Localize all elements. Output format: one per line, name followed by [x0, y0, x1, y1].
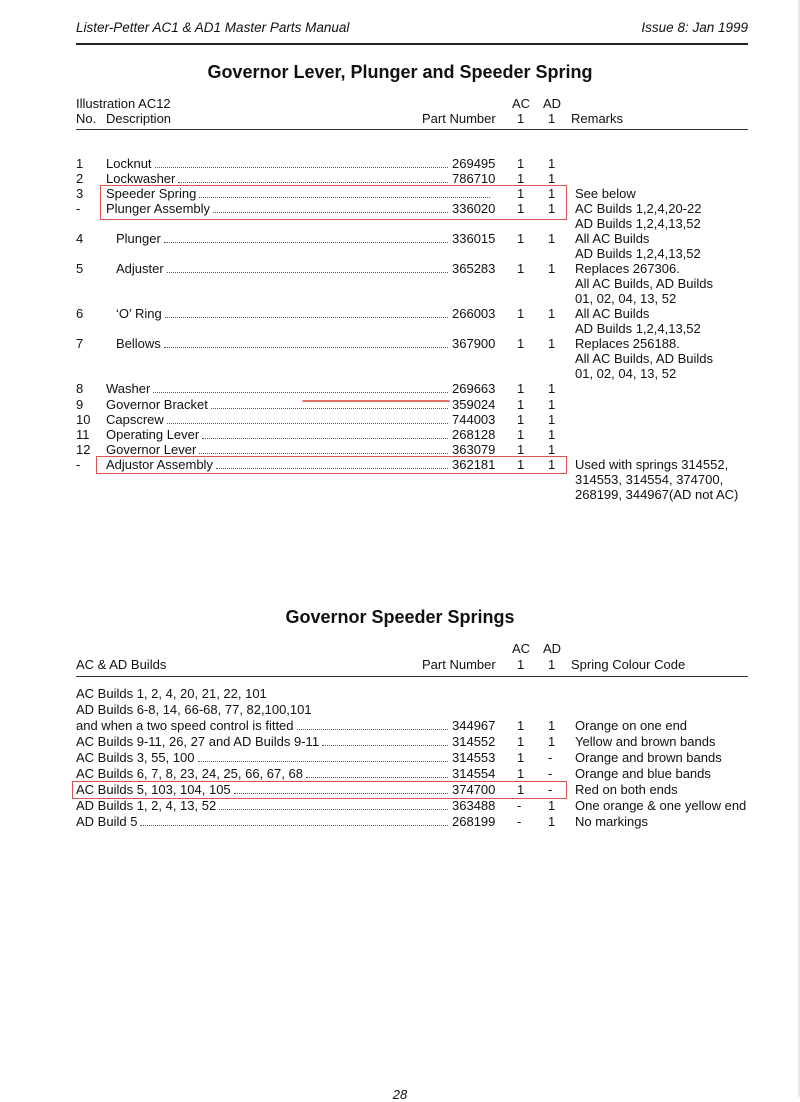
spring-row — [0, 814, 800, 829]
ad-qty: 1 — [548, 336, 556, 351]
ac-qty: 1 — [517, 336, 525, 351]
ad-qty: 1 — [548, 457, 556, 472]
parts-row — [0, 231, 800, 246]
item-number: 5 — [76, 261, 84, 276]
parts-row — [0, 412, 800, 427]
remarks: Replaces 267306. — [575, 261, 680, 276]
leader-dots — [306, 777, 448, 778]
ad-qty: 1 — [548, 381, 556, 396]
builds-description: AC Builds 9-11, 26, 27 and AD Builds 9-11 — [76, 734, 320, 749]
remarks: Used with springs 314552, — [575, 457, 729, 472]
leader-dots — [199, 453, 448, 454]
ad-qty: 1 — [548, 186, 556, 201]
leader-dots — [219, 809, 448, 810]
col-ac-header: AC — [512, 96, 531, 111]
parts-row — [0, 442, 800, 457]
spring-row — [0, 718, 800, 733]
part-number: 359024 — [452, 397, 496, 412]
ac-qty: 1 — [517, 306, 525, 321]
item-number: 12 — [76, 442, 91, 457]
s2-col-part-header: Part Number — [422, 657, 496, 672]
ad-qty: 1 — [548, 261, 556, 276]
section1-title: Governor Lever, Plunger and Speeder Spring — [207, 62, 593, 82]
ac-qty: 1 — [517, 397, 525, 412]
part-number: 314552 — [452, 734, 496, 749]
leader-dots — [198, 761, 448, 762]
part-number: 336020 — [452, 201, 496, 216]
leader-dots — [167, 423, 448, 424]
item-description: Governor Bracket — [106, 397, 208, 412]
remarks-continued: 01, 02, 04, 13, 52 — [575, 291, 677, 306]
col-remarks-header: Remarks — [571, 111, 624, 126]
leader-dots — [322, 745, 448, 746]
builds-description: AC Builds 5, 103, 104, 105 — [76, 782, 231, 797]
remarks: See below — [575, 186, 636, 201]
ad-qty: 1 — [548, 814, 556, 829]
remarks-continued: AD Builds 1,2,4,13,52 — [575, 246, 701, 261]
leader-dots — [155, 167, 448, 168]
item-description: Governor Lever — [106, 442, 197, 457]
leader-dots — [178, 182, 448, 183]
spring-colour-code: Orange on one end — [575, 718, 688, 733]
section2-header-rule — [76, 676, 748, 677]
parts-row — [0, 156, 800, 171]
highlight-box-adjustor — [96, 456, 567, 474]
col-desc-header: Description — [106, 111, 172, 126]
part-number: 344967 — [452, 718, 496, 733]
parts-row — [0, 171, 800, 186]
part-number: 269663 — [452, 381, 496, 396]
ac-qty: 1 — [517, 171, 525, 186]
manual-title: Lister-Petter AC1 & AD1 Master Parts Manual — [76, 20, 350, 35]
spring-row — [0, 798, 800, 813]
ac-qty: 1 — [517, 156, 525, 171]
ad-qty: 1 — [548, 798, 556, 813]
ad-qty: 1 — [548, 201, 556, 216]
ad-qty: 1 — [548, 156, 556, 171]
leader-dots — [153, 392, 448, 393]
red-scribble-mark — [302, 400, 450, 405]
ac-qty: 1 — [517, 412, 525, 427]
ad-qty: 1 — [548, 427, 556, 442]
ad-qty: - — [548, 782, 553, 797]
ad-qty: 1 — [548, 397, 556, 412]
parts-row — [0, 336, 800, 351]
ad-qty: 1 — [548, 412, 556, 427]
s2-col-ac-qty: 1 — [517, 657, 525, 672]
part-number: 362181 — [452, 457, 496, 472]
item-description: Adjustor Assembly — [106, 457, 213, 472]
leader-dots — [140, 825, 448, 826]
item-number: 10 — [76, 412, 91, 427]
ad-qty: 1 — [548, 171, 556, 186]
s2-col-builds-header: AC & AD Builds — [76, 657, 167, 672]
item-number: 2 — [76, 171, 84, 186]
spring-colour-code: Yellow and brown bands — [575, 734, 716, 749]
item-number: 6 — [76, 306, 84, 321]
item-number: 3 — [76, 186, 84, 201]
ac-qty: - — [517, 798, 522, 813]
part-number: 314553 — [452, 750, 496, 765]
s2-col-remarks-header: Spring Colour Code — [571, 657, 686, 672]
ac-qty: 1 — [517, 427, 525, 442]
leader-dots — [297, 729, 448, 730]
builds-description: AD Build 5 — [76, 814, 138, 829]
col-ac-qty: 1 — [517, 111, 525, 126]
ad-qty: 1 — [548, 231, 556, 246]
item-number: 1 — [76, 156, 84, 171]
item-number: 11 — [76, 427, 90, 442]
ad-qty: 1 — [548, 306, 556, 321]
leader-dots — [164, 347, 448, 348]
header-rule — [76, 43, 748, 45]
remarks-continued: 314553, 314554, 374700, — [575, 472, 724, 487]
col-part-header: Part Number — [422, 111, 496, 126]
part-number: 786710 — [452, 171, 496, 186]
remarks-continued: AD Builds 1,2,4,13,52 — [575, 216, 701, 231]
part-number: 363488 — [452, 798, 496, 813]
spring-row — [0, 750, 800, 765]
item-number: - — [76, 201, 81, 216]
part-number: 367900 — [452, 336, 496, 351]
builds-description: AD Builds 1, 2, 4, 13, 52 — [76, 798, 217, 813]
part-number: 269495 — [452, 156, 496, 171]
s2-col-ad-header: AD — [543, 641, 562, 656]
part-number: 336015 — [452, 231, 496, 246]
remarks: All AC Builds — [575, 231, 650, 246]
ac-qty: 1 — [517, 457, 525, 472]
item-number: 7 — [76, 336, 84, 351]
parts-row — [0, 261, 800, 276]
spring-colour-code: Red on both ends — [575, 782, 678, 797]
ad-qty: 1 — [548, 734, 556, 749]
item-description: Locknut — [106, 156, 152, 171]
section2-title: Governor Speeder Springs — [285, 607, 515, 627]
ad-qty: - — [548, 766, 553, 781]
s2-col-ad-qty: 1 — [548, 657, 556, 672]
spring-colour-code: No markings — [575, 814, 648, 829]
ad-qty: 1 — [548, 442, 556, 457]
leader-dots — [164, 242, 448, 243]
item-description: Plunger — [116, 231, 161, 246]
parts-row — [0, 381, 800, 396]
leader-dots — [202, 438, 448, 439]
builds-line: AC Builds 1, 2, 4, 20, 21, 22, 101 — [76, 686, 267, 701]
ac-qty: 1 — [517, 381, 525, 396]
part-number: 268128 — [452, 427, 496, 442]
leader-dots — [165, 317, 448, 318]
parts-row — [0, 427, 800, 442]
part-number: 266003 — [452, 306, 496, 321]
part-number: 365283 — [452, 261, 496, 276]
page-number: 28 — [392, 1087, 408, 1102]
remarks: Replaces 256188. — [575, 336, 680, 351]
ac-qty: 1 — [517, 734, 525, 749]
item-description: Lockwasher — [106, 171, 176, 186]
item-description: ‘O’ Ring — [116, 306, 162, 321]
remarks-continued: 268199, 344967(AD not AC) — [575, 487, 739, 502]
item-description: Operating Lever — [106, 427, 200, 442]
part-number: 744003 — [452, 412, 496, 427]
ac-qty: 1 — [517, 750, 525, 765]
ac-qty: 1 — [517, 231, 525, 246]
remarks-continued: AD Builds 1,2,4,13,52 — [575, 321, 701, 336]
item-description: Plunger Assembly — [106, 201, 211, 216]
item-number: - — [76, 457, 81, 472]
builds-description: and when a two speed control is fitted — [76, 718, 294, 733]
remarks-continued: All AC Builds, AD Builds — [575, 276, 714, 291]
builds-line: AD Builds 6-8, 14, 66-68, 77, 82,100,101 — [76, 702, 312, 717]
spring-row — [0, 734, 800, 749]
builds-description: AC Builds 6, 7, 8, 23, 24, 25, 66, 67, 68 — [76, 766, 303, 781]
ac-qty: 1 — [517, 782, 525, 797]
ad-qty: - — [548, 750, 553, 765]
leader-dots — [211, 408, 448, 409]
highlight-box-speeder-plunger — [100, 185, 567, 220]
illustration-ref: Illustration AC12 — [76, 96, 171, 111]
remarks: AC Builds 1,2,4,20-22 — [575, 201, 702, 216]
spring-colour-code: Orange and brown bands — [575, 750, 722, 765]
item-description: Capscrew — [106, 412, 164, 427]
ac-qty: 1 — [517, 766, 525, 781]
ac-qty: 1 — [517, 442, 525, 457]
item-description: Adjuster — [116, 261, 164, 276]
parts-row — [0, 306, 800, 321]
item-number: 9 — [76, 397, 84, 412]
col-no-header: No. — [76, 111, 97, 126]
ac-qty: 1 — [517, 186, 525, 201]
leader-dots — [234, 793, 448, 794]
item-description: Bellows — [116, 336, 161, 351]
item-number: 8 — [76, 381, 84, 396]
section1-header-rule — [76, 129, 748, 130]
ad-qty: 1 — [548, 718, 556, 733]
ac-qty: 1 — [517, 261, 525, 276]
s2-col-ac-header: AC — [512, 641, 531, 656]
item-description: Washer — [106, 381, 151, 396]
spring-colour-code: One orange & one yellow end — [575, 798, 747, 813]
ac-qty: 1 — [517, 201, 525, 216]
col-ad-qty: 1 — [548, 111, 556, 126]
col-ad-header: AD — [543, 96, 562, 111]
part-number: 363079 — [452, 442, 496, 457]
part-number: 268199 — [452, 814, 496, 829]
item-description: Speeder Spring — [106, 186, 197, 201]
builds-description: AC Builds 3, 55, 100 — [76, 750, 195, 765]
spring-row — [0, 766, 800, 781]
remarks: All AC Builds — [575, 306, 650, 321]
part-number: 314554 — [452, 766, 496, 781]
remarks-continued: 01, 02, 04, 13, 52 — [575, 366, 677, 381]
spring-colour-code: Orange and blue bands — [575, 766, 711, 781]
item-number: 4 — [76, 231, 84, 246]
spring-row — [0, 782, 800, 797]
ac-qty: 1 — [517, 718, 525, 733]
leader-dots — [167, 272, 448, 273]
issue-date: Issue 8: Jan 1999 — [641, 20, 748, 35]
ac-qty: - — [517, 814, 522, 829]
remarks-continued: All AC Builds, AD Builds — [575, 351, 714, 366]
part-number: 374700 — [452, 782, 496, 797]
